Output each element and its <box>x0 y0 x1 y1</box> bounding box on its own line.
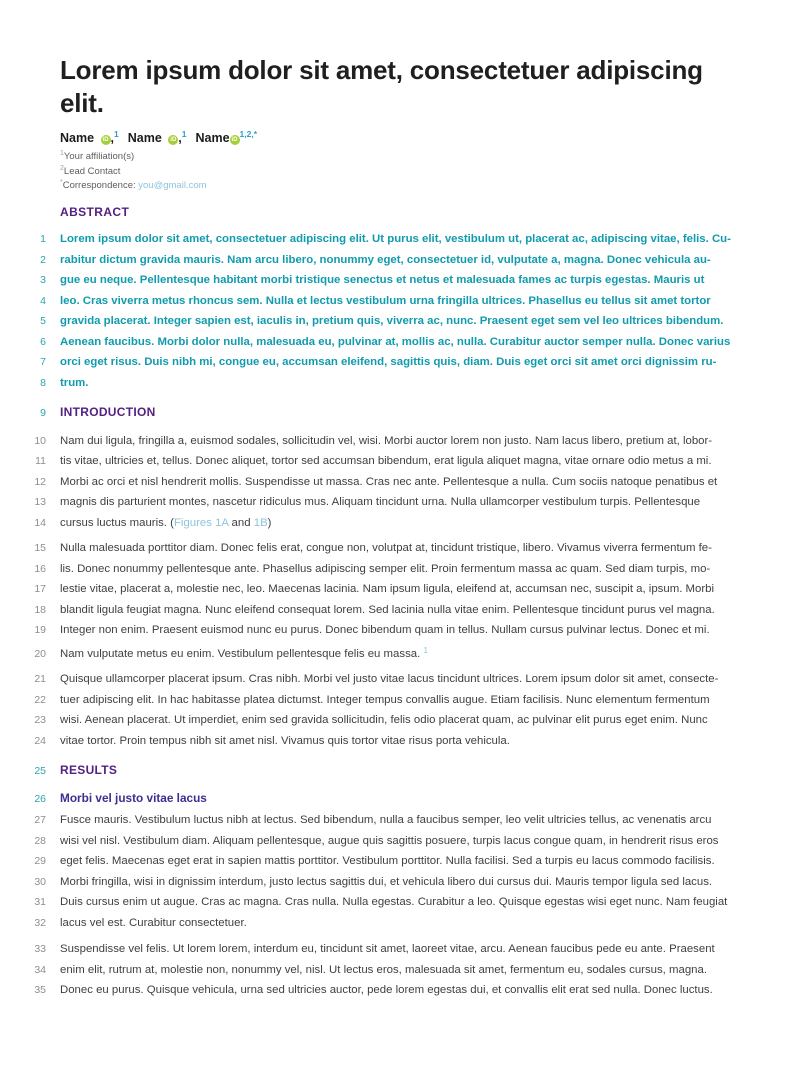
body-line-text: Nam dui ligula, fringilla a, euismod sodales, sollicitudin vel, wisi. Morbi auctor lorem non justo. Nam lacus libero, pretium at, lobor- <box>60 434 713 447</box>
line-number: 7 <box>40 356 46 369</box>
line-number: 13 <box>34 496 46 509</box>
line-row <box>0 373 794 394</box>
paper-header <box>60 54 736 192</box>
body-line-text: wisi vel nisl. Vestibulum diam. Aliquam pellentesque, augue quis sagittis posuere, turpis lacus congue quam, in hendrerit risus eros <box>60 834 719 847</box>
line-row <box>0 579 794 600</box>
body-line-text: vitae tortor. Proin tempus nibh sit amet nisl. Vivamus quis tortor vitae risus porta vehicula. <box>60 734 510 747</box>
body-line-text: Suspendisse vel felis. Ut lorem lorem, interdum eu, tincidunt sit amet, laoreet vitae, arcu. Aenean faucibus pede eu ante. Praesent <box>60 943 715 956</box>
line-number: 25 <box>34 765 46 778</box>
body-line-text: tis vitae, ultricies et, tellus. Donec aliquet, tortor sed accumsan bibendum, erat ligula aliquet magna, vitae ornare odio metus a mi. <box>60 455 712 468</box>
line-number: 3 <box>40 274 46 287</box>
correspondence-email-link[interactable]: you@gmail.com <box>138 180 207 192</box>
body-line-text: wisi. Aenean placerat. Ut imperdiet, enim sed gravida sollicitudin, felis odio placerat quam, ac pulvinar elit purus eget enim. Nunc <box>60 714 708 727</box>
subsection-heading: Morbi vel justo vitae lacus <box>60 790 207 805</box>
line-number: 30 <box>34 875 46 888</box>
orcid-id-icon[interactable]: iD <box>170 137 177 144</box>
abstract-line-text: orci eget risus. Duis nibh mi, congue eu, accumsan eleifend, sagittis quis, diam. Duis eget orci sit amet orci dignissim ru- <box>60 356 717 369</box>
line-number: 33 <box>34 943 46 956</box>
line-number: 15 <box>34 542 46 555</box>
line-number: 22 <box>34 693 46 706</box>
line-number: 9 <box>40 407 46 420</box>
abstract-line-text: leo. Cras viverra metus rhoncus sem. Nulla et lectus vestibulum urna fringilla ultrices. Phasellus eu tellus sit amet tortor <box>60 294 711 307</box>
line-number: 18 <box>34 603 46 616</box>
line-row <box>0 669 794 690</box>
body-line-text: Duis cursus enim ut augue. Cras ac magna. Cras nulla. Nulla egestas. Curabitur a leo. Quisque egestas wisi eget nunc. Nam feugiat <box>60 896 728 909</box>
abstract-line-text: Aenean faucibus. Morbi dolor nulla, malesuada eu, pulvinar at, mollis ac, nulla. Curabitur auctor semper nulla. Donec varius <box>60 335 731 348</box>
author-list <box>60 129 736 145</box>
section-heading: INTRODUCTION <box>60 405 156 420</box>
body-line-text: lacus vel est. Curabitur consectetuer. <box>60 916 247 929</box>
abstract-line-text: gue eu neque. Pellentesque habitant morbi tristique senectus et netus et malesuada fames ac turpis egestas. Mauris ut <box>60 274 705 287</box>
line-row <box>0 788 794 810</box>
line-number: 24 <box>34 734 46 747</box>
line-number: 20 <box>34 647 46 660</box>
line-row <box>0 451 794 472</box>
line-row <box>0 229 794 250</box>
affiliation-line: $^1$Your affiliation(s) <box>60 150 135 163</box>
line-number: 10 <box>34 434 46 447</box>
line-number: 16 <box>34 562 46 575</box>
footnote-ref-link[interactable]: 1 <box>423 645 428 655</box>
line-row <box>0 311 794 332</box>
line-row <box>0 851 794 872</box>
line-row <box>0 731 794 752</box>
body-line-text: lis. Donec nonummy pellentesque ante. Phasellus adipiscing semper elit. Proin fermentum massa ac quam. Sed diam turpis, mo- <box>60 562 711 575</box>
body-line-text: cursus luctus mauris. (Figures 1A and 1B) <box>60 516 272 529</box>
affiliation-marker: * <box>60 179 63 187</box>
body-line-text: enim elit, rutrum at, molestie non, nonummy vel, nisl. Ut lectus eros, malesuada sit amet, fermentum eu, sodales cursus, magna. <box>60 963 708 976</box>
line-row <box>0 710 794 731</box>
line-number: 31 <box>34 896 46 909</box>
paper-title-line-2: elit. <box>60 88 104 118</box>
figure-link[interactable]: 1B <box>253 516 268 529</box>
affiliation-list <box>60 148 736 192</box>
line-number: 29 <box>34 855 46 868</box>
body-line-text: lestie vitae, placerat a, molestie nec, leo. Maecenas lacinia. Nam ipsum ligula, eleifend at, accumsan nec, suscipit a, ipsum. Morbi <box>60 583 715 596</box>
line-number: 28 <box>34 834 46 847</box>
line-number: 34 <box>34 963 46 976</box>
line-row <box>0 939 794 960</box>
line-number: 35 <box>34 984 46 997</box>
line-row <box>0 559 794 580</box>
line-number: 21 <box>34 673 46 686</box>
line-number: 12 <box>34 475 46 488</box>
line-row <box>0 513 794 534</box>
line-row <box>0 872 794 893</box>
line-row <box>0 538 794 559</box>
line-row <box>0 831 794 852</box>
line-number: 27 <box>34 814 46 827</box>
line-row <box>0 270 794 291</box>
line-row <box>0 690 794 711</box>
line-row <box>0 641 794 665</box>
body-line-text: magnis dis parturient montes, nascetur ridiculus mus. Aliquam tincidunt urna. Nulla ullamcorper vestibulum turpis. Pellentesque <box>60 496 701 509</box>
line-row <box>0 892 794 913</box>
body-line-text: Donec eu purus. Quisque vehicula, urna sed ultricies auctor, pede lorem egestas dui, et convallis elit erat sed nulla. Donec luctus. <box>60 984 713 997</box>
line-number: 6 <box>40 335 46 348</box>
body-line-text: tuer adipiscing elit. In hac habitasse platea dictumst. Integer tempus convallis augue. Etiam facilisis. Nunc elementum fermentum <box>60 693 710 706</box>
abstract-line-text: trum. <box>60 376 89 389</box>
affiliation-marker: 1 <box>60 150 64 158</box>
body-line-text: Fusce mauris. Vestibulum luctus nibh at lectus. Sed bibendum, nulla a faucibus semper, leo velit ultricies tellus, ac venenatis arcu <box>60 814 712 827</box>
abstract-line-text: rabitur dictum gravida mauris. Nam arcu libero, nonummy eget, consectetuer id, vulputate a, magna. Donec vehicula au- <box>60 253 711 266</box>
line-row <box>0 620 794 641</box>
line-number: 4 <box>40 294 46 307</box>
line-row <box>0 760 794 782</box>
abstract-line-text: Lorem ipsum dolor sit amet, consectetuer adipiscing elit. Ut purus elit, vestibulum ut, placerat ac, adipiscing vitae, felis. Cu- <box>60 233 731 246</box>
line-row <box>0 352 794 373</box>
body-line-text: Morbi fringilla, wisi in dignissim interdum, justo lectus sagittis dui, et vehicula libero dui cursus dui. Mauris tempor ligula sed lacus. <box>60 875 713 888</box>
line-row <box>0 980 794 1001</box>
figure-link[interactable]: Figures 1A <box>173 516 229 529</box>
line-row <box>0 332 794 353</box>
author: Name iD ,$^1$ <box>127 129 187 146</box>
author-affiliation-sup: 1,2,* <box>239 129 258 139</box>
affiliation-line: *Correspondence: you@gmail.com <box>60 179 207 192</box>
orcid-id-icon[interactable]: iD <box>231 137 238 144</box>
author: Name $iD^{1,2,*}$ <box>195 129 258 146</box>
section-heading: RESULTS <box>60 763 118 778</box>
affiliation-line: $^2$Lead Contact <box>60 164 121 177</box>
body-line-text: Nulla malesuada porttitor diam. Donec felis erat, congue non, volutpat at, tincidunt tristique, libero. Vivamus viverra fermentum fe- <box>60 542 712 555</box>
paper-page <box>0 54 794 1001</box>
line-row <box>0 960 794 981</box>
line-row <box>0 431 794 452</box>
abstract-line-text: gravida placerat. Integer sapien est, iaculis in, pretium quis, viverra ac, nunc. Praesent eget sem vel leo ultrices bibendum. <box>60 315 724 328</box>
body-line-text: Quisque ullamcorper placerat ipsum. Cras nibh. Morbi vel justo vitae lacus tincidunt ultrices. Lorem ipsum dolor sit amet, consecte- <box>60 673 719 686</box>
paper-title-line-1: Lorem ipsum dolor sit amet, consectetuer adipiscing <box>60 55 703 85</box>
line-number: 32 <box>34 916 46 929</box>
line-row <box>0 250 794 271</box>
orcid-id-icon[interactable]: iD <box>102 137 109 144</box>
line-number: 2 <box>40 253 46 266</box>
line-number: 17 <box>34 583 46 596</box>
line-number: 1 <box>40 233 46 246</box>
abstract-heading: ABSTRACT <box>60 205 130 220</box>
author-affiliation-sup: 1 <box>114 129 119 139</box>
line-number: 14 <box>34 516 46 529</box>
line-row <box>0 402 794 424</box>
body-line-text: blandit ligula feugiat magna. Nunc eleifend consequat lorem. Sed lacinia nulla vitae enim. Pellentesque tincidunt purus vel magna. <box>60 603 715 616</box>
body-line-text: Integer non enim. Praesent euismod nunc eu purus. Donec bibendum quam in tellus. Nullam cursus pulvinar lectus. Donec et mi. <box>60 624 710 637</box>
line-row <box>0 810 794 831</box>
line-number: 11 <box>35 455 46 468</box>
body-line-text: eget felis. Maecenas eget erat in sapien mattis porttitor. Vestibulum porttitor. Nulla facilisi. Sed a turpis eu lacus commodo facilisis. <box>60 855 715 868</box>
article-lines <box>0 229 794 1001</box>
line-row <box>0 600 794 621</box>
body-line-text: Morbi ac orci et nisl hendrerit mollis. Suspendisse ut massa. Cras nec ante. Pellentesque a nulla. Cum sociis natoque penatibus et <box>60 475 718 488</box>
line-number: 23 <box>34 714 46 727</box>
line-row <box>0 291 794 312</box>
paper-title <box>60 54 736 120</box>
line-number: 5 <box>40 315 46 328</box>
line-number: 26 <box>34 792 46 805</box>
body-line-text: Nam vulputate metus eu enim. Vestibulum pellentesque felis eu massa. $^1$ <box>60 645 428 660</box>
affiliation-marker: 2 <box>60 164 64 172</box>
line-row <box>0 913 794 934</box>
line-row <box>0 472 794 493</box>
line-number: 19 <box>34 624 46 637</box>
author: Name iD ,$^1$ <box>60 129 119 146</box>
line-number: 8 <box>40 376 46 389</box>
line-row <box>0 492 794 513</box>
author-affiliation-sup: 1 <box>181 129 187 139</box>
